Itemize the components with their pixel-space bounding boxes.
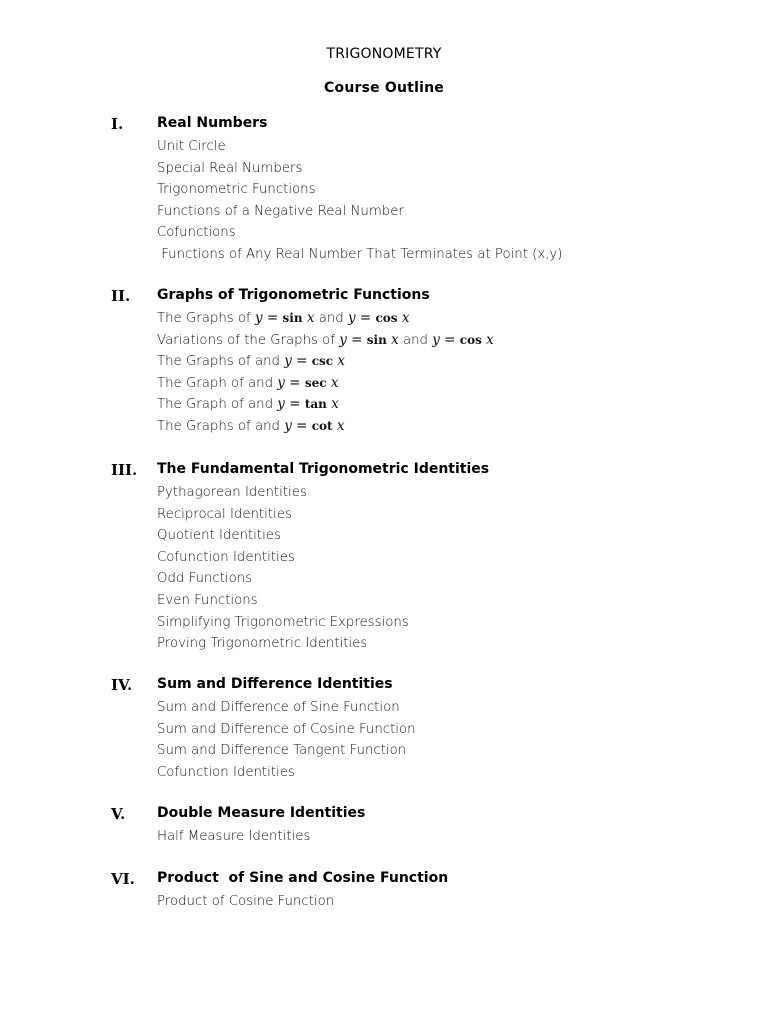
section-heading: Sum and Difference Identities — [157, 676, 393, 692]
math-expression: y = cos x — [432, 331, 494, 348]
outline-item: Pythagorean Identities — [157, 485, 307, 500]
outline-item: The Graphs of and y = cot x — [157, 417, 345, 434]
section-items — [157, 482, 409, 655]
outline-item: Special Real Numbers — [157, 160, 303, 176]
section-numeral: VI. — [111, 870, 135, 888]
outline-item: Sum and Difference of Cosine Function — [157, 721, 416, 737]
document-subtitle: Course Outline — [324, 80, 444, 96]
outline-item: Cofunctions — [157, 225, 236, 241]
outline-item: Odd Functions — [157, 571, 253, 587]
outline-item: The Graphs of y = sin x and y = cos x — [157, 310, 410, 326]
section-numeral: V. — [111, 805, 126, 823]
outline-item: Half Measure Identities — [157, 829, 311, 844]
math-expression: y = tan x — [277, 396, 339, 413]
outline-item: Unit Circle — [157, 139, 226, 154]
outline-item: The Graphs of and y = csc x — [157, 353, 346, 370]
section-heading: Real Numbers — [157, 115, 268, 131]
outline-item: Sum and Difference Tangent Function — [157, 743, 407, 759]
section-items — [157, 891, 334, 913]
math-expression: y = csc x — [284, 353, 346, 370]
section-heading: Product of Sine and Cosine Function — [157, 870, 449, 886]
math-expression: y = sec x — [277, 374, 339, 391]
outline-item: The Graph of and y = tan x — [157, 396, 339, 413]
section-numeral: IV. — [111, 676, 133, 694]
outline-item: Reciprocal Identities — [157, 506, 292, 522]
math-expression: y = sin x — [339, 331, 399, 348]
outline-item: Cofunction Identities — [157, 549, 295, 565]
outline-item: Functions of Any Real Number That Terminates at Point (x,y) — [157, 246, 563, 262]
section-items — [157, 826, 310, 848]
outline-item: Trigonometric Functions — [157, 182, 316, 198]
outline-item: Sum and Difference of Sine Function — [157, 700, 400, 715]
section-items — [157, 136, 563, 266]
outline-item: Variations of the Graphs of y = sin x and y = cos x — [157, 331, 494, 348]
section-items — [157, 308, 494, 438]
section-items — [157, 697, 416, 783]
section-numeral: II. — [111, 287, 131, 305]
outline-item: Cofunction Identities — [157, 764, 295, 780]
outline-item: Even Functions — [157, 592, 258, 608]
math-expression: y = cos x — [347, 310, 410, 326]
outline-item: Proving Trigonometric Identities — [157, 636, 368, 652]
section-heading: Double Measure Identities — [157, 805, 366, 821]
section-numeral: I. — [111, 115, 124, 133]
math-expression: y = sin x — [254, 310, 315, 326]
section-heading: Graphs of Trigonometric Functions — [157, 287, 430, 303]
outline-item: Quotient Identities — [157, 528, 281, 544]
section-heading: The Fundamental Trigonometric Identities — [157, 461, 490, 477]
outline-item: The Graph of and y = sec x — [157, 374, 339, 391]
outline-item: Functions of a Negative Real Number — [157, 203, 404, 219]
math-expression: y = cot x — [284, 417, 345, 434]
outline-item: Product of Cosine Function — [157, 894, 335, 909]
outline-item: Simplifying Trigonometric Expressions — [157, 614, 409, 630]
document-title: TRIGONOMETRY — [326, 46, 442, 62]
section-numeral: III. — [111, 461, 138, 479]
